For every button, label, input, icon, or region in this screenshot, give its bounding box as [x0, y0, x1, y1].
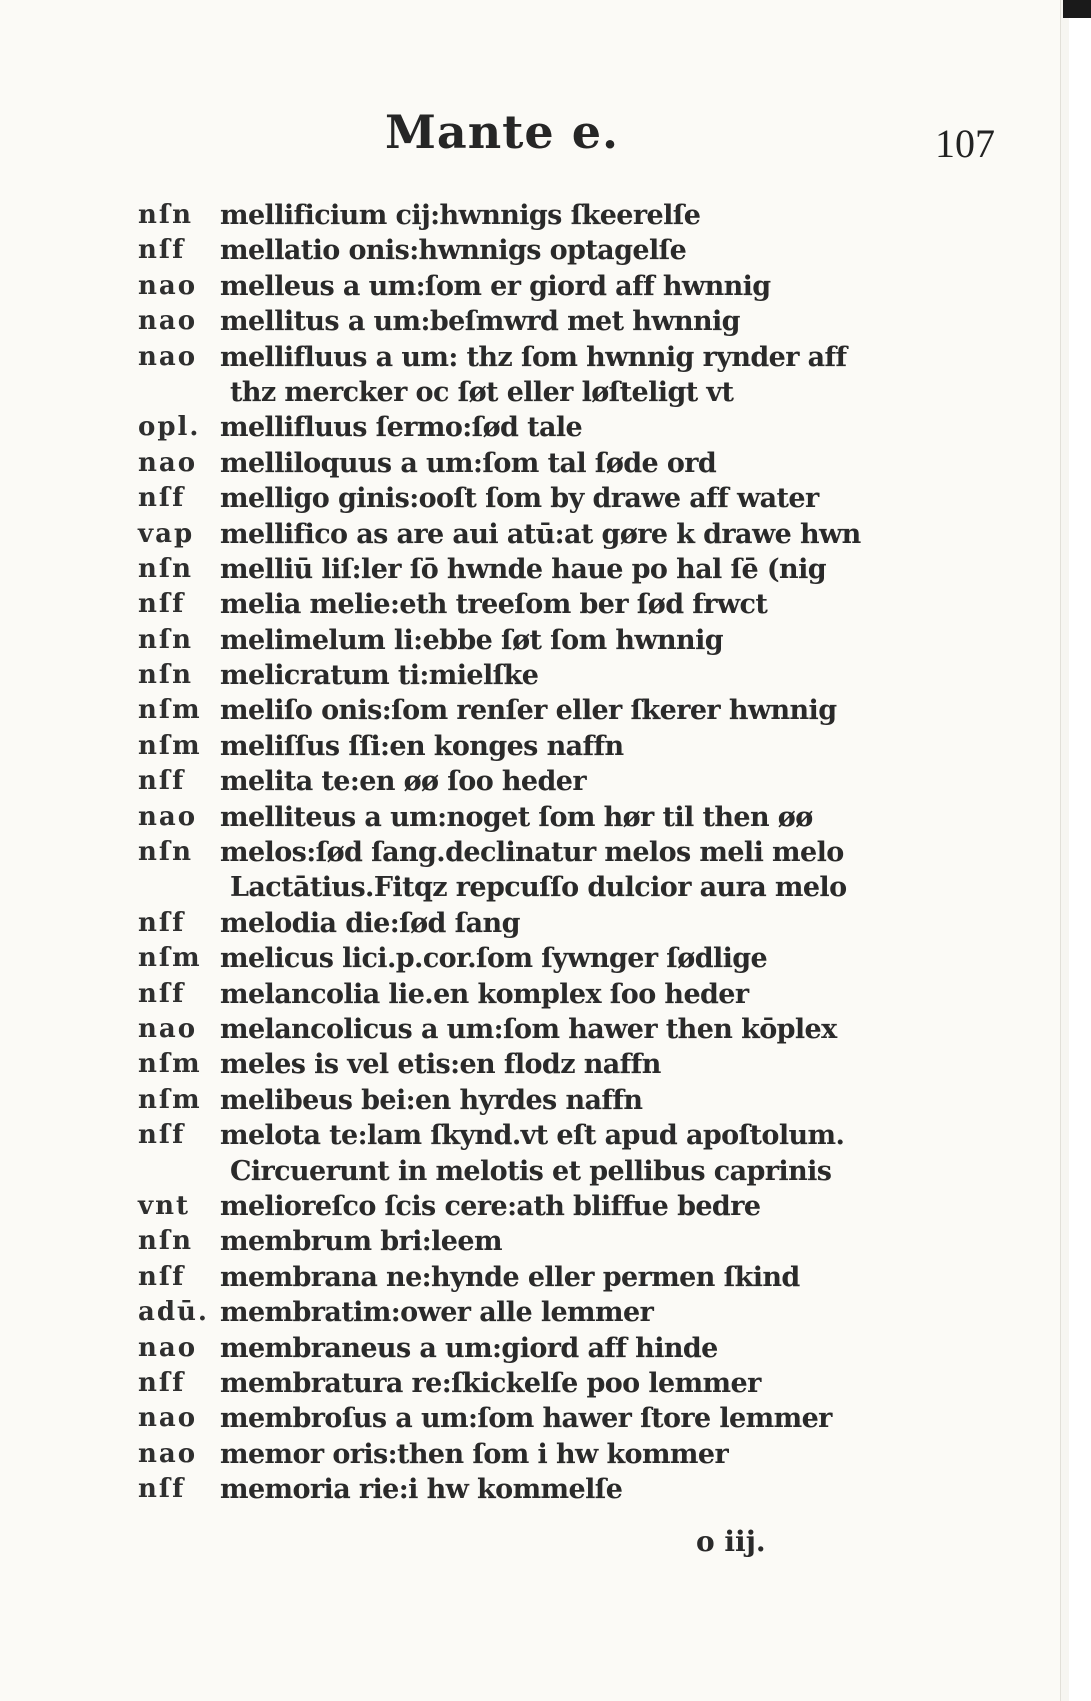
grammar-tag: nao: [138, 1013, 198, 1044]
entry-text: melleus a um:ſom er giord aff hwnnig: [220, 270, 771, 302]
grammar-tag: nſm: [138, 1049, 202, 1080]
dictionary-entry: [138, 1366, 918, 1401]
dictionary-entry: [138, 587, 918, 622]
grammar-tag: nſf: [138, 483, 186, 514]
grammar-tag: nſn: [138, 624, 193, 655]
grammar-tag: vap: [138, 518, 195, 549]
grammar-tag: nſm: [138, 1084, 202, 1115]
entry-text: membratim:ower alle lemmer: [220, 1297, 654, 1329]
entry-text: mellitus a um:beſmwrd met hwnnig: [220, 306, 740, 338]
entry-text: melioreſco ſcis cere:ath bliffue bedre: [220, 1190, 761, 1222]
entry-text: memor oris:then ſom i hw kommer: [220, 1438, 729, 1470]
grammar-tag: nſn: [138, 1226, 193, 1257]
entry-text: melicratum ti:mielſke: [220, 660, 539, 692]
page-number: 107: [935, 121, 995, 166]
entry-text: membrana ne:hynde eller permen ſkind: [220, 1261, 800, 1293]
grammar-tag: nao: [138, 801, 198, 832]
entry-text: meliſo onis:ſom renſer eller ſkerer hwnnig: [220, 695, 837, 727]
signature-mark: o iij.: [696, 1525, 766, 1558]
entry-text: melliteus a um:noget ſom hør til then øø: [220, 801, 813, 833]
grammar-tag: nſm: [138, 730, 202, 761]
grammar-tag: nſn: [138, 837, 193, 868]
grammar-tag: nao: [138, 270, 198, 301]
dictionary-entry: [138, 340, 918, 375]
dictionary-entry: [138, 941, 918, 976]
entry-text: melibeus bei:en hyrdes naffn: [220, 1084, 643, 1116]
dictionary-entry: [138, 233, 918, 268]
dictionary-entry: [138, 269, 918, 304]
grammar-tag: nao: [138, 1403, 198, 1434]
entry-text: mellificium cij:hwnnigs ſkeerelſe: [220, 200, 701, 231]
entry-text: Circuerunt in melotis et pellibus caprinis: [230, 1155, 832, 1187]
entry-text: memoria rie:i hw kommelſe: [220, 1474, 623, 1506]
dictionary-entry: [138, 1012, 918, 1047]
grammar-tag: nſf: [138, 978, 186, 1009]
grammar-tag: nao: [138, 1332, 198, 1363]
running-head: Mante e.: [385, 105, 619, 159]
dictionary-entry: [138, 1083, 918, 1118]
dictionary-entry: [138, 1437, 918, 1472]
entry-text: melia melie:eth treeſom ber ſød frwct: [220, 589, 768, 621]
grammar-tag: nſm: [138, 943, 202, 974]
grammar-tag: nſn: [138, 553, 193, 584]
dictionary-entry: [138, 552, 918, 587]
entry-text: melligo ginis:ooſt ſom by drawe aff water: [220, 483, 819, 515]
entry-text: melancolia lie.en komplex ſoo heder: [220, 978, 749, 1010]
entry-text: mellifico as are aui atū:at gøre k drawe hwn: [220, 518, 861, 550]
entry-continuation: [138, 1154, 918, 1189]
grammar-tag: nſn: [138, 660, 193, 691]
entry-text: melliū liſ:ler ſō hwnde haue po hal ſē (nig: [220, 553, 827, 585]
dictionary-entry: [138, 1472, 918, 1507]
entry-text: melicus lici.p.cor.ſom ſywnger ſødlige: [220, 943, 768, 975]
entry-text: mellifluus ſermo:ſød tale: [220, 412, 583, 444]
entry-text: mellifluus a um: thz ſom hwnnig rynder aff: [220, 341, 847, 373]
entry-text: melliloquus a um:ſom tal ſøde ord: [220, 447, 717, 479]
grammar-tag: nſn: [138, 200, 193, 230]
grammar-tag: nſf: [138, 1367, 186, 1398]
dictionary-entry: [138, 1331, 918, 1366]
dictionary-entry: [138, 1295, 918, 1330]
grammar-tag: nſf: [138, 1474, 186, 1505]
entry-text: thz mercker oc ſøt eller løſteligt vt: [230, 376, 734, 408]
dictionary-entry: [138, 304, 918, 339]
grammar-tag: nſf: [138, 907, 186, 938]
dictionary-entry: [138, 1401, 918, 1436]
grammar-tag: nao: [138, 341, 198, 372]
dictionary-entry: [138, 658, 918, 693]
dictionary-entry: [138, 764, 918, 799]
dictionary-entry: [138, 1118, 918, 1153]
grammar-tag: nſf: [138, 235, 186, 266]
dictionary-entry: [138, 1260, 918, 1295]
grammar-tag: nao: [138, 447, 198, 478]
dictionary-entry: [138, 977, 918, 1012]
dictionary-entry: [138, 729, 918, 764]
dictionary-entry: [138, 446, 918, 481]
grammar-tag: opl.: [138, 412, 201, 443]
dictionary-entry: [138, 410, 918, 445]
entry-text: melota te:lam ſkynd.vt eſt apud apoſtolum.: [220, 1120, 845, 1152]
dictionary-entry: [138, 693, 918, 728]
dictionary-entries: [138, 198, 918, 1507]
grammar-tag: nſf: [138, 589, 186, 620]
entry-text: membraneus a um:giord aff hinde: [220, 1332, 718, 1364]
entry-text: melancolicus a um:ſom hawer then kōplex: [220, 1013, 837, 1045]
entry-text: membroſus a um:ſom hawer ſtore lemmer: [220, 1403, 832, 1435]
entry-continuation: [138, 870, 918, 905]
entry-text: Lactātius.Fitqz repcuſſo dulcior aura melo: [230, 872, 847, 904]
entry-text: meles is vel etis:en flodz naffn: [220, 1049, 661, 1081]
grammar-tag: vnt: [138, 1190, 191, 1221]
dictionary-entry: [138, 198, 918, 233]
dictionary-entry: [138, 623, 918, 658]
entry-text: membrum bri:leem: [220, 1226, 502, 1258]
scan-margin: [1069, 0, 1091, 1701]
entry-text: melodia die:ſød ſang: [220, 907, 520, 939]
scan-edge-shadow: [1063, 0, 1091, 18]
grammar-tag: adū.: [138, 1297, 209, 1328]
dictionary-entry: [138, 1047, 918, 1082]
entry-text: melimelum li:ebbe ſøt ſom hwnnig: [220, 624, 724, 656]
dictionary-entry: [138, 1189, 918, 1224]
entry-text: melita te:en øø ſoo heder: [220, 766, 586, 798]
dictionary-entry: [138, 481, 918, 516]
grammar-tag: nſf: [138, 1261, 186, 1292]
entry-text: membratura re:ſkickelſe poo lemmer: [220, 1367, 761, 1399]
grammar-tag: nſf: [138, 766, 186, 797]
dictionary-entry: [138, 1224, 918, 1259]
grammar-tag: nao: [138, 306, 198, 337]
grammar-tag: nſf: [138, 1120, 186, 1151]
dictionary-entry: [138, 800, 918, 835]
grammar-tag: nſm: [138, 695, 202, 726]
entry-text: meliſſus ſſi:en konges naffn: [220, 730, 624, 762]
dictionary-entry: [138, 835, 918, 870]
grammar-tag: nao: [138, 1438, 198, 1469]
entry-continuation: [138, 375, 918, 410]
dictionary-entry: [138, 517, 918, 552]
entry-text: mellatio onis:hwnnigs optagelſe: [220, 235, 687, 267]
dictionary-entry: [138, 906, 918, 941]
entry-text: melos:ſød ſang.declinatur melos meli melo: [220, 837, 844, 869]
